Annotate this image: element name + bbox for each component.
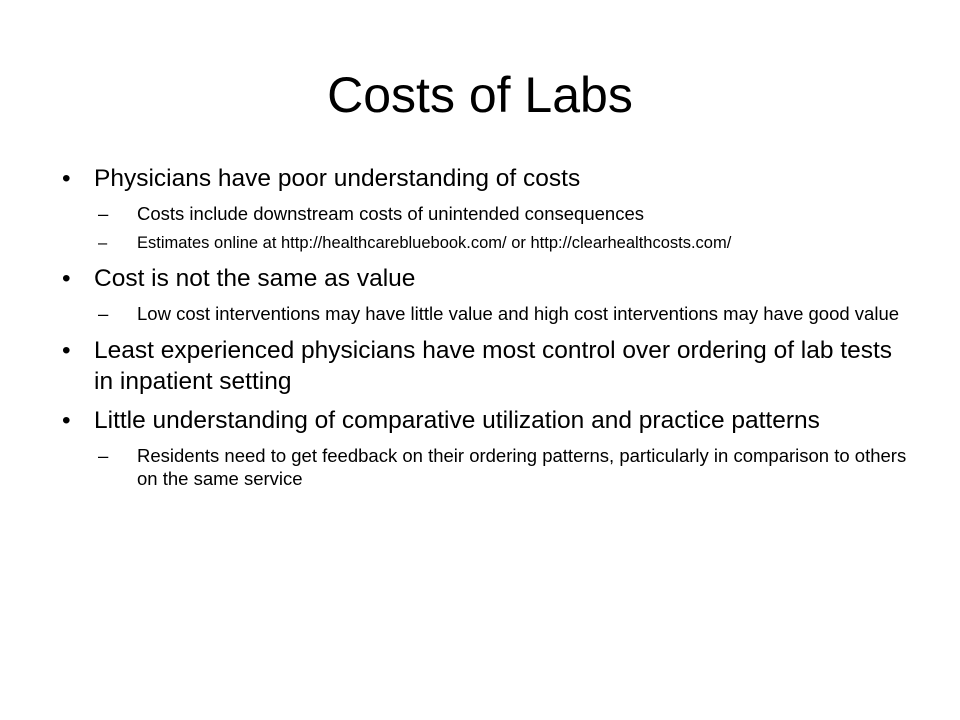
dash-icon: – [98,303,109,324]
bullet-icon: • [62,165,71,192]
sub-point [58,202,908,225]
sub-point-text: Estimates online at http://healthcarebluebook.com/ or http://clearhealthcosts.com/ [137,234,732,252]
bullet-text: Physicians have poor understanding of costs [94,165,581,192]
bullet-icon: • [62,337,71,364]
dash-icon: – [98,445,109,466]
bullet-point [58,405,908,436]
bullet-text: Cost is not the same as value [94,265,416,292]
bullet-icon: • [62,265,71,292]
sub-point-text: Residents need to get feedback on their ordering patterns, particularly in comparison to others on the same service [137,445,907,489]
bullet-list [58,163,908,498]
bullet-point [58,163,908,194]
sub-point [58,444,908,490]
dash-icon: – [98,234,108,252]
sub-point [58,233,908,253]
bullet-point [58,335,908,397]
sub-point-text: Costs include downstream costs of unintended consequences [137,203,644,224]
sub-point [58,302,908,325]
dash-icon: – [98,203,109,224]
slide-title: Costs of Labs [327,67,633,123]
bullet-icon: • [62,407,71,434]
bullet-point [58,263,908,294]
bullet-text: Least experienced physicians have most control over ordering of lab tests in inpatient setting [94,337,893,395]
bullet-text: Little understanding of comparative utilization and practice patterns [94,407,820,434]
sub-point-text: Low cost interventions may have little value and high cost interventions may have good value [137,303,900,324]
